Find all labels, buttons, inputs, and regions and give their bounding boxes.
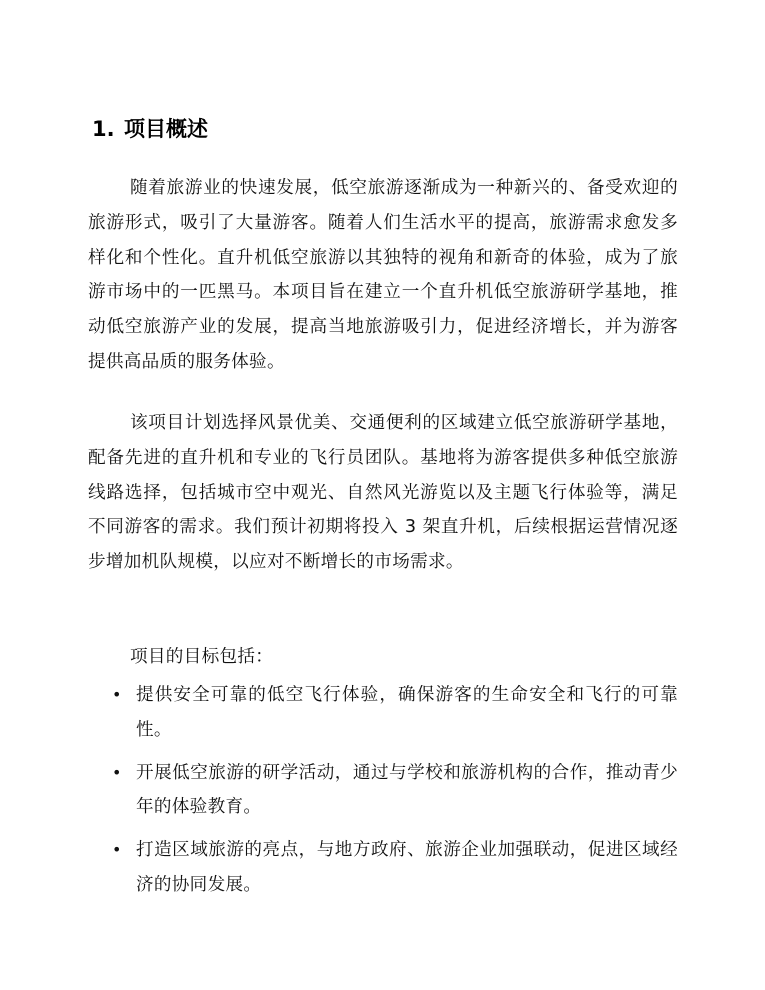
goal-text: 打造区域旅游的亮点，与地方政府、旅游企业加强联动，促进区域经济的协同发展。 <box>136 840 678 895</box>
section-heading <box>92 115 208 143</box>
goal-text: 提供安全可靠的低空飞行体验，确保游客的生命安全和飞行的可靠性。 <box>136 685 678 740</box>
goals-list <box>108 678 678 911</box>
section-number: 1. <box>92 117 115 141</box>
goal-item <box>108 756 678 826</box>
goal-item <box>108 678 678 748</box>
body-paragraph: 该项目计划选择风景优美、交通便利的区域建立低空旅游研学基地，配备先进的直升机和专业的飞行员团队。基地将为游客提供多种低空旅游线路选择，包括城市空中观光、自然风光游览以及主题飞行体验等，满足不同游客的需求。我们预计初期将投入 3 架直升机，后续根据运营情况逐步增加机队规模，以应对不断增长的市场需求。 <box>88 413 678 573</box>
section-title: 项目概述 <box>124 117 208 141</box>
bullet-icon: • <box>112 840 122 860</box>
bullet-icon: • <box>112 685 122 704</box>
goals-intro: 项目的目标包括： <box>130 647 274 667</box>
body-paragraph: 随着旅游业的快速发展，低空旅游逐渐成为一种新兴的、备受欢迎的旅游形式，吸引了大量游客。随着人们生活水平的提高，旅游需求愈发多样化和个性化。直升机低空旅游以其独特的视角和新奇的体验，成为了旅游市场中的一匹黑马。本项目旨在建立一个直升机低空旅游研学基地，推动低空旅游产业的发展，提高当地旅游吸引力，促进经济增长，并为游客提供高品质的服务体验。 <box>88 178 678 372</box>
bullet-icon: • <box>112 762 122 782</box>
goal-item <box>108 833 678 903</box>
goal-text: 开展低空旅游的研学活动，通过与学校和旅游机构的合作，推动青少年的体验教育。 <box>136 762 678 818</box>
